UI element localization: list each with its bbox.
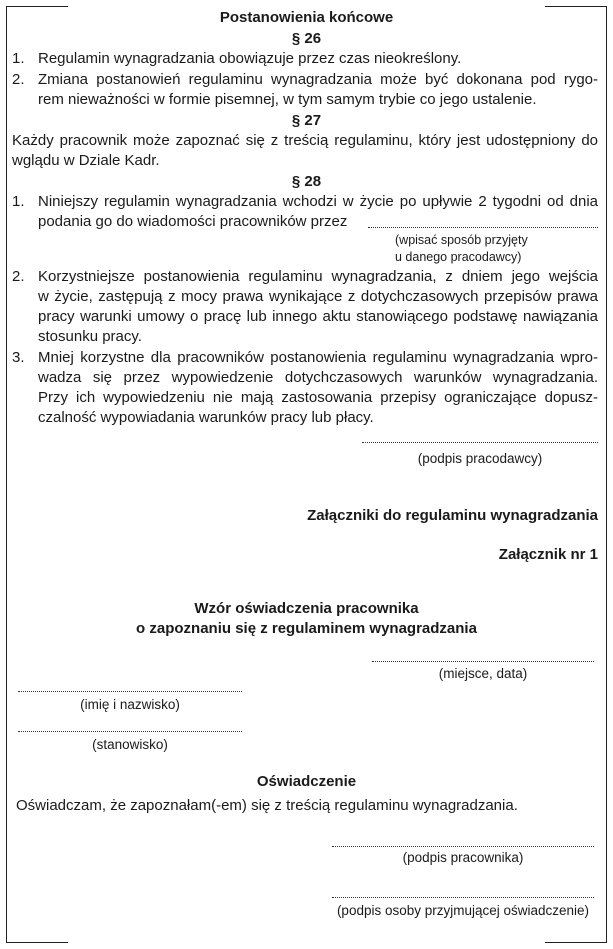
item-text: wadza się przez wypowiedzenie dotychczasowych warunków wynagradzania. bbox=[38, 369, 598, 386]
item-text: Mniej korzystne dla pracowników postanowienia regulaminu wynagradzania wpro- bbox=[38, 349, 598, 366]
employer-signature-field[interactable] bbox=[362, 442, 598, 443]
item-number: 3. bbox=[12, 349, 25, 366]
statement-text: Oświadczam, że zapoznałam(-em) się z treścią regulaminu wynagradzania. bbox=[16, 797, 518, 814]
item-text: stosunku pracy. bbox=[38, 328, 142, 345]
position-label: (stanowisko) bbox=[92, 737, 168, 752]
frame-bottom-left bbox=[6, 942, 68, 943]
item-text: Niniejszy regulamin wynagradzania wchodzi w życie po upływie 2 tygodni od dnia bbox=[38, 193, 598, 210]
item-text: Przy ich wypowiedzeniu nie mają zastosowania przepisy ograniczające dopusz- bbox=[38, 389, 598, 406]
item-text: Korzystniejsze postanowienia regulaminu wynagradzania, z dniem jego wejścia bbox=[38, 268, 598, 285]
item-text: w życie, zastępują z mocy prawa wynikające z dotychczasowych przepisów prawa bbox=[38, 288, 598, 305]
frame-top-right bbox=[545, 6, 607, 7]
item-text: czalność wypowiadania warunków pracy lub płacy. bbox=[38, 409, 374, 426]
paragraph-text: wglądu w Dziale Kadr. bbox=[12, 152, 160, 169]
item-text: Regulamin wynagradzania obowiązuje przez czas nieokreślony. bbox=[38, 50, 462, 67]
place-date-field[interactable] bbox=[372, 661, 594, 662]
position-field[interactable] bbox=[18, 731, 242, 732]
attachments-title: Załączniki do regulaminu wynagradzania bbox=[307, 507, 598, 524]
employee-signature-label: (podpis pracownika) bbox=[402, 850, 524, 865]
paragraph-text: Każdy pracownik może zapoznać się z treścią regulaminu, który jest udostępniony do bbox=[12, 132, 598, 149]
frame-bottom-right bbox=[545, 942, 607, 943]
frame-left bbox=[6, 6, 7, 943]
receiver-signature-field[interactable] bbox=[332, 897, 594, 898]
paragraph-27-title: § 27 bbox=[291, 112, 322, 129]
item-number: 2. bbox=[12, 268, 25, 285]
section-heading: Postanowienia końcowe bbox=[219, 9, 394, 26]
item-number: 1. bbox=[12, 193, 25, 210]
frame-right bbox=[606, 6, 607, 943]
item-text: podania go do wiadomości pracowników przez bbox=[38, 213, 348, 230]
employer-signature-label: (podpis pracodawcy) bbox=[417, 451, 543, 466]
fill-in-field[interactable] bbox=[368, 227, 598, 228]
item-text: Zmiana postanowień regulaminu wynagradzania może być dokonana pod rygo- bbox=[38, 71, 598, 88]
name-field[interactable] bbox=[18, 691, 242, 692]
paragraph-26-title: § 26 bbox=[291, 30, 322, 47]
field-hint: (wpisać sposób przyjęty bbox=[395, 233, 528, 247]
paragraph-28-title: § 28 bbox=[291, 173, 322, 190]
statement-title: Oświadczenie bbox=[256, 773, 357, 790]
item-number: 1. bbox=[12, 50, 25, 67]
form-title: Wzór oświadczenia pracownika bbox=[194, 600, 419, 617]
item-text: pracy warunki umowy o pracę lub innego aktu stanowiącego podstawę nawiązania bbox=[38, 308, 598, 325]
attachment-number: Załącznik nr 1 bbox=[498, 546, 598, 563]
name-label: (imię i nazwisko) bbox=[80, 697, 180, 712]
receiver-signature-label: (podpis osoby przyjmującej oświadczenie) bbox=[336, 903, 590, 918]
field-hint: u danego pracodawcy) bbox=[395, 250, 522, 264]
form-subtitle: o zapoznaniu się z regulaminem wynagradzania bbox=[136, 620, 477, 637]
item-text: rem nieważności w formie pisemnej, w tym samym trybie co jego ustalenie. bbox=[38, 91, 537, 108]
item-number: 2. bbox=[12, 71, 25, 88]
frame-top-left bbox=[6, 6, 68, 7]
employee-signature-field[interactable] bbox=[332, 846, 594, 847]
place-date-label: (miejsce, data) bbox=[438, 666, 528, 681]
